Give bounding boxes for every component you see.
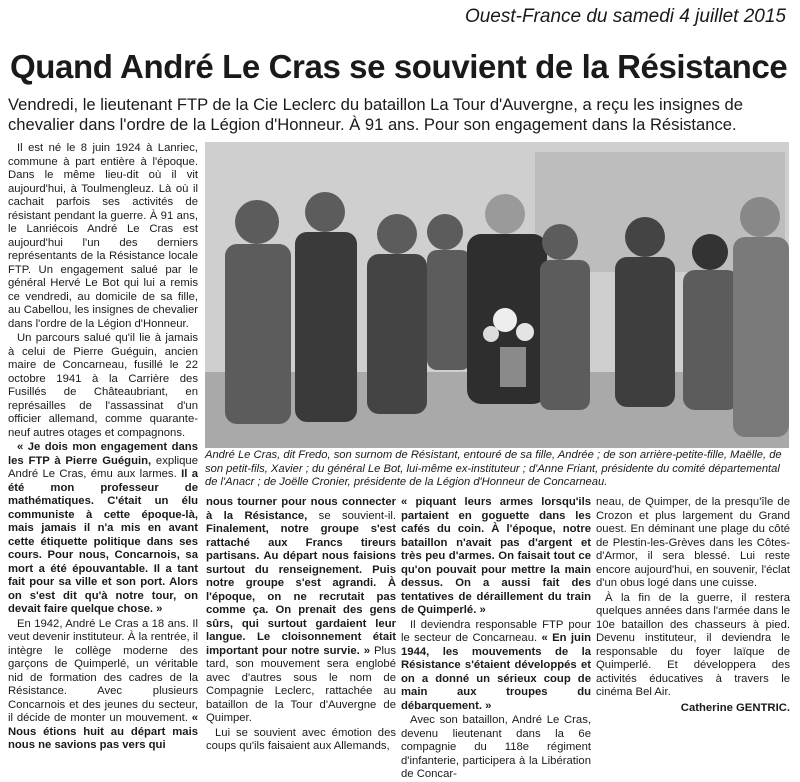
col1-paragraph-4	[8, 618, 198, 753]
quote-text: Il a été mon professeur de mathématiques. C'était un élu communiste à cette époque-là, mais jamais il n'a mis en avant cette étiquette politique dans ses cours. Pour nous, Concarnois, sa mort a été épouvantable. Il a tant fait pour sa ville et son port. Alors on s'est dit qu'à notre tour, on devait faire quelque chose. »	[8, 468, 198, 615]
col3-paragraph-2	[401, 619, 591, 714]
col4-paragraph-2: À la fin de la guerre, il restera quelques années dans l'armée dans le 10e bataillon des chasseurs à pied. Devenu instituteur, il deviendra le responsable du foyer laïque de Quimperlé. Et développera des activités éducatives à travers le cinéma Bel Air.	[596, 591, 790, 698]
body-text: Plus tard, son mouvement sera englobé avec d'autres sous le nom de Compagnie Leclerc, rattachée au bataillon de la Tour d'Auvergne de Quimper.	[206, 644, 396, 724]
source-line: Ouest-France du samedi 4 juillet 2015	[464, 6, 786, 27]
col1-paragraph-2: Un parcours salué qu'il lie à jamais à celui de Pierre Guéguin, ancien maire de Concarneau, fusillé le 22 octobre 1941 à la Carrière des Fusillés de Châteaubriant, en représailles de l'assassinat d'un officier allemand, comme quarante-neuf autres otages et compagnons.	[8, 332, 198, 439]
headline: Quand André Le Cras se souvient de la Résistance	[10, 48, 788, 85]
col1-paragraph-1: Il est né le 8 juin 1924 à Lanriec, commune à part entière à l'époque. Dans le même lieu-dit où il vit aujourd'hui, à Toulmengleuz. Là où il cachait parfois ses activités de résistant pendant la guerre. À 91 ans, le Lanriécois André Le Cras est aujourd'hui l'un des derniers représentants de la Résistance locale FTP. Un engagement salué par le général Hervé Le Bot qui lui a remis ce vendredi, au domicile de sa fille, au Cabellou, les insignes de chevalier dans l'ordre de la Légion d'Honneur.	[8, 142, 198, 330]
col3-paragraph-1: « piquant leurs armes lorsqu'ils partaient en goguette dans les cafés du coin. À l'époque, notre bataillon n'avait pas d'argent et très peu d'armes. On faisait tout ce qu'on pouvait pour mettre la main dessus. On a aussi fait des tentatives de déraillement du train de Quimperlé. »	[401, 496, 591, 616]
article-column-1	[8, 142, 198, 754]
article-column-2	[206, 496, 396, 754]
group-photo	[205, 142, 789, 448]
col2-paragraph-2: Lui se souvient avec émotion des coups qu'ils faisaient aux Allemands,	[206, 726, 396, 752]
body-text: En 1942, André Le Cras a 18 ans. Il veut devenir instituteur. À la rentrée, il intègre le collège moderne des garçons de Quimperlé, un véritable nid de formation des cadres de la Résistance. Avec plusieurs Concarnois et des jeunes du secteur, il décide de monter un mouvement.	[8, 617, 198, 724]
quote-text: « Nous étions huit au départ mais nous ne savions pas vers qui	[8, 712, 198, 751]
lead-paragraph: Vendredi, le lieutenant FTP de la Cie Leclerc du bataillon La Tour d'Auvergne, a reçu les insignes de chevalier dans l'ordre de la Légion d'Honneur. À 91 ans. Pour son engagement dans la Résistance.	[8, 95, 743, 134]
body-text: Il deviendra responsable FTP pour le secteur de Concarneau.	[401, 618, 591, 644]
group-photo-illustration	[205, 142, 789, 448]
author-signature: Catherine GENTRIC.	[680, 701, 790, 714]
quote-text: « Je dois mon engagement dans les FTP à Pierre Guéguin,	[8, 441, 198, 467]
photo-caption: André Le Cras, dit Fredo, son surnom de Résistant, entouré de sa fille, Andrée ; de son arrière-petite-fille, Maëlle, de son petit-fils, Xavier ; du général Le Bot, lui-même ex-instituteur ; d'Anne Friant, présidente du comité départemental de l'Anacr ; de Joëlle Cronier, présidente de la Légion d'Honneur de Concarneau.	[205, 449, 782, 488]
quote-text: Finalement, notre groupe s'est rattaché aux Francs tireurs partisans. Au départ nous faisions surtout du renseignement. Puis notre groupe s'est agrandi. À l'époque, on ne recrutait pas comme ça. On prenait des gens sûrs, qui surtout gardaient leur langue. Le cloisonnement était important pour notre survie. »	[206, 523, 396, 657]
body-text: explique André Le Cras, ému aux larmes.	[8, 454, 198, 480]
article-column-3	[401, 496, 591, 780]
quote-text: « En juin 1944, les mouvements de la Résistance s'étaient développés et on a donné un sérieux coup de main aux troupes du débarquement. »	[401, 632, 591, 712]
col1-paragraph-3	[8, 441, 198, 617]
col4-paragraph-1: neau, de Quimper, de la presqu'île de Crozon et plus largement du Grand ouest. En déminant une plage du côté de Plestin-les-Grèves dans les Côtes-d'Armor, il sera blessé. Lui reste encore aujourd'hui, en souvenir, l'éclat d'un obus logé dans une cuisse.	[596, 496, 790, 589]
body-text: se souvient-il.	[307, 509, 396, 522]
col2-paragraph-1	[206, 496, 396, 726]
quote-text: nous tourner pour nous connecter à la Résistance,	[206, 496, 396, 522]
col3-paragraph-3: Avec son bataillon, André Le Cras, devenu lieutenant dans la 6e compagnie du 118e régiment d'infanterie, participera à la Libération de Concar-	[401, 714, 591, 780]
article-column-4	[596, 496, 790, 754]
